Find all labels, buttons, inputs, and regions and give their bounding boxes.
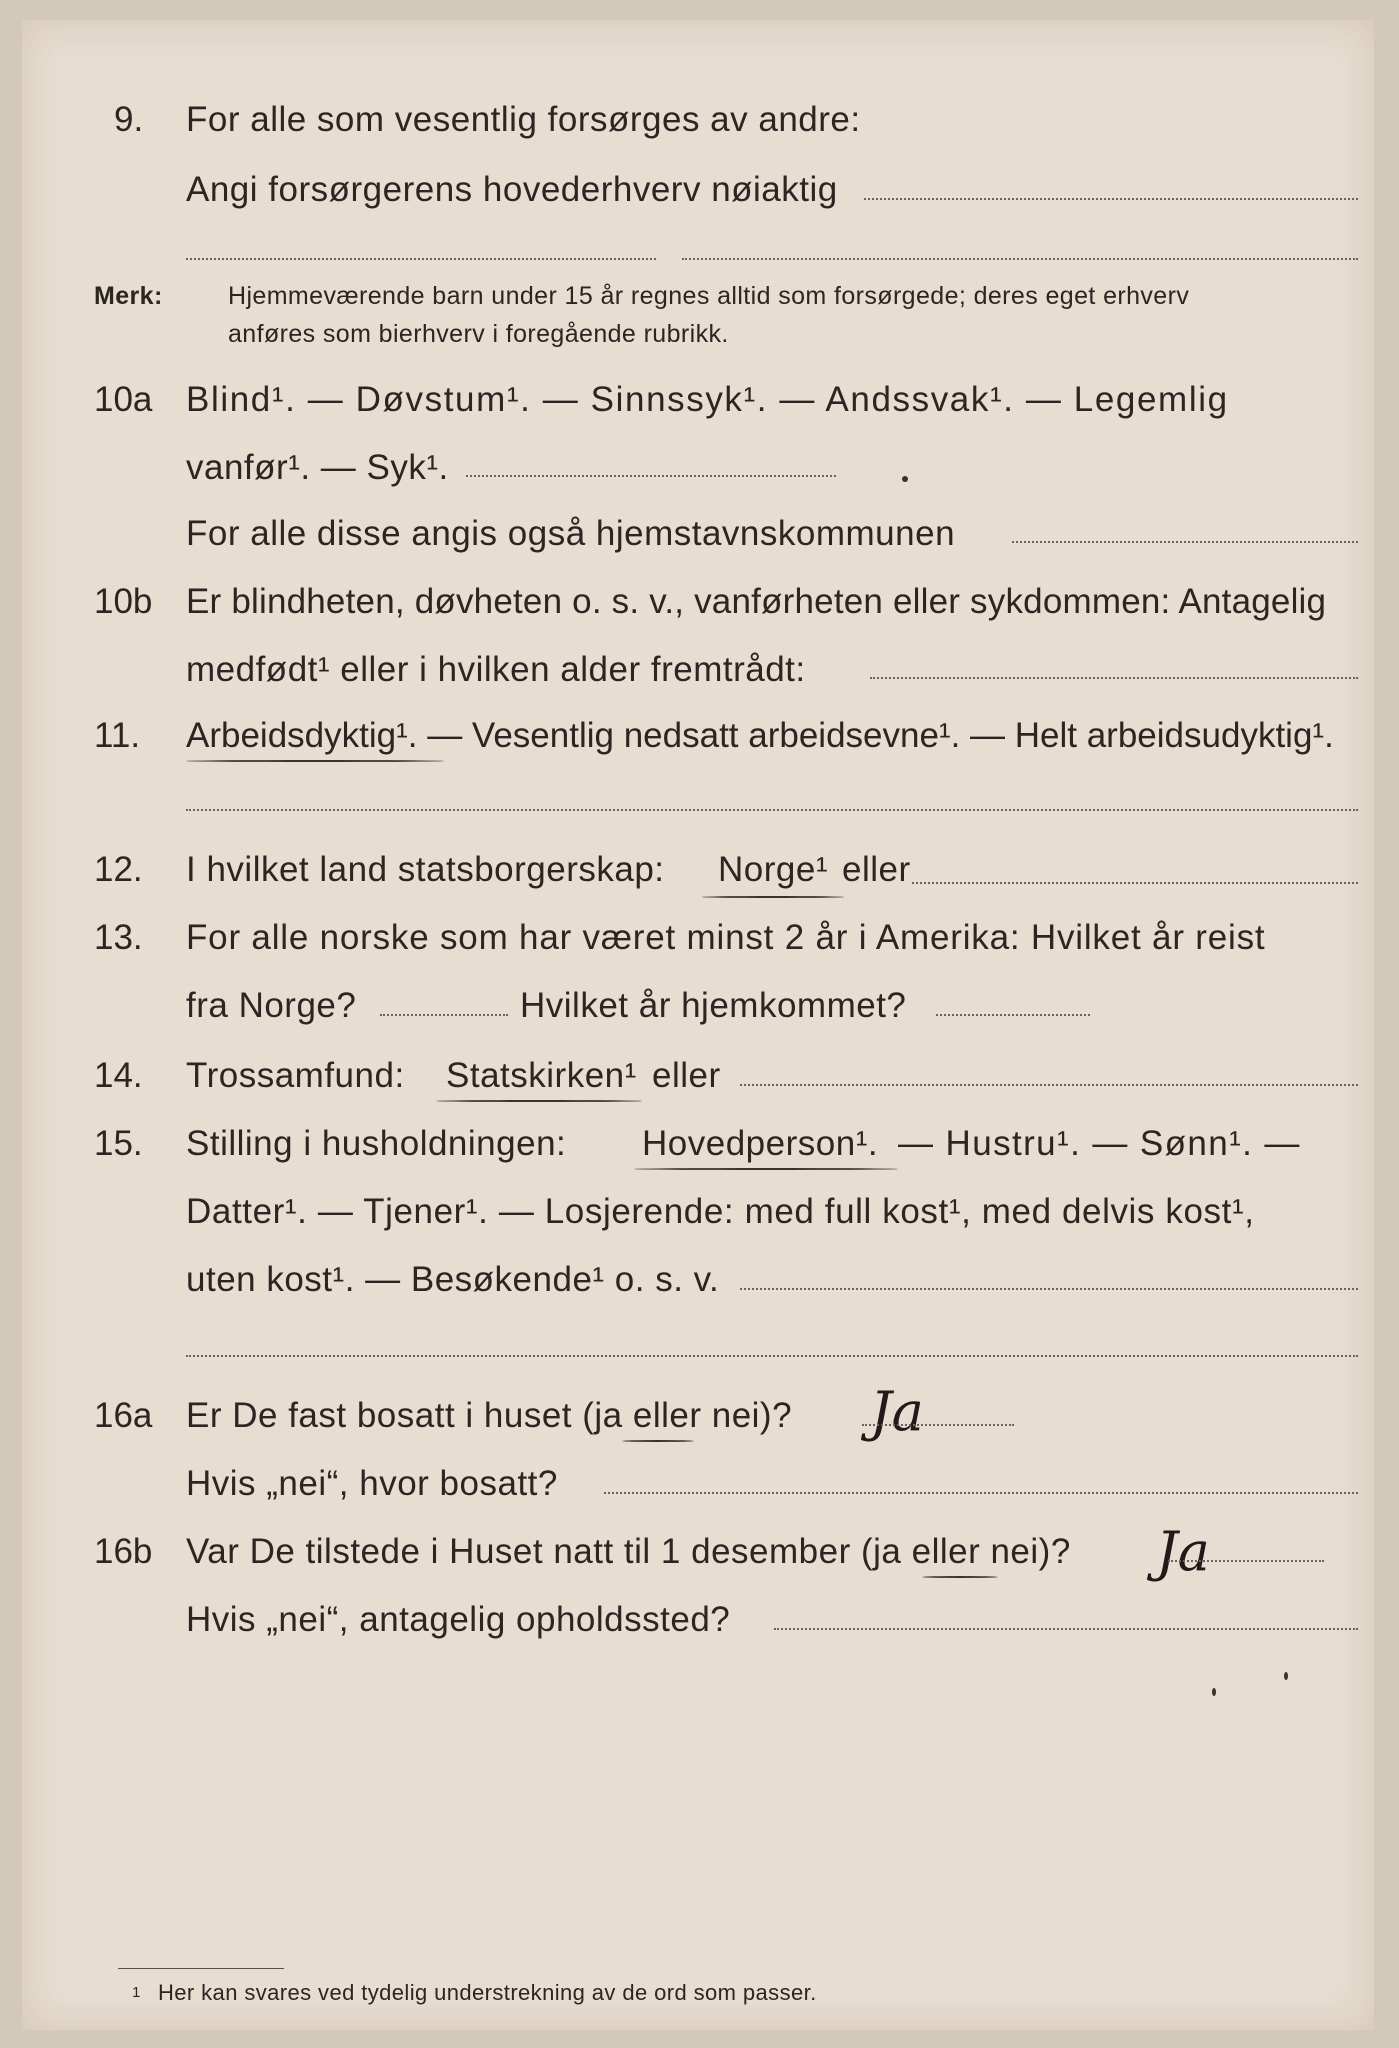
q10a-number: 10a [94, 380, 153, 419]
q9-answer-field-2[interactable] [186, 258, 656, 260]
q11-number: 11. [94, 716, 141, 755]
q16a-handwritten-answer: Ja [870, 1380, 924, 1443]
q9-line2: Angi forsørgerens hovederhverv nøiaktig [186, 170, 838, 209]
census-form-page [22, 20, 1374, 2030]
merk-line1: Hjemmeværende barn under 15 år regnes alltid som forsørgede; deres eget erhverv [228, 282, 1190, 310]
q14-prefix: Trossamfund: [186, 1056, 405, 1095]
q15-prefix: Stilling i husholdningen: [186, 1124, 567, 1163]
q10a-line2: vanfør¹. — Syk¹. [186, 448, 449, 487]
q12-prefix: I hvilket land statsborgerskap: [186, 850, 665, 889]
q16b-opholdssted-field[interactable] [774, 1628, 1358, 1630]
q11-answer-field[interactable] [186, 809, 1358, 811]
q16b-line1: Var De tilstede i Huset natt til 1 desember (ja eller nei)? [186, 1532, 1071, 1571]
q15-underline-mark [634, 1168, 898, 1170]
q14-answer-field[interactable] [740, 1084, 1358, 1086]
q12-number: 12. [94, 850, 143, 889]
q15-line3: uten kost¹. — Besøkende¹ o. s. v. [186, 1260, 720, 1299]
q11-underline-mark [186, 760, 444, 762]
q16a-answer-field[interactable] [862, 1424, 1014, 1426]
q16a-underline-mark [622, 1440, 694, 1442]
merk-line2: anføres som bierhverv i foregående rubrikk. [228, 320, 729, 348]
q16b-line2: Hvis „nei“, antagelig opholdssted? [186, 1600, 731, 1639]
q15-answer-field[interactable] [740, 1288, 1358, 1290]
q16a-line1: Er De fast bosatt i huset (ja eller nei)? [186, 1396, 793, 1435]
q12-option-norge: Norge¹ [718, 850, 828, 889]
q12-suffix: eller [842, 850, 911, 889]
footnote-rule [118, 1968, 284, 1969]
q16a-number: 16a [94, 1396, 153, 1435]
q10a-answer-field[interactable] [466, 475, 836, 477]
q10a-line3: For alle disse angis også hjemstavnskommunen [186, 514, 956, 553]
q12-answer-field[interactable] [912, 882, 1358, 884]
q11-options: Arbeidsdyktig¹. — Vesentlig nedsatt arbeidsevne¹. — Helt arbeidsudyktig¹. [186, 716, 1334, 755]
q9-answer-field[interactable] [864, 198, 1358, 200]
q13-line2b: Hvilket år hjemkommet? [520, 986, 907, 1025]
q15-number: 15. [94, 1124, 143, 1163]
q10b-number: 10b [94, 582, 153, 621]
q16a-line2: Hvis „nei“, hvor bosatt? [186, 1464, 558, 1503]
q10b-line2: medfødt¹ eller i hvilken alder fremtrådt: [186, 650, 806, 689]
q9-line1: For alle som vesentlig forsørges av andre: [186, 100, 861, 139]
q9-number: 9. [114, 100, 144, 139]
q10a-line1: Blind¹. — Døvstum¹. — Sinnssyk¹. — Andssvak¹. — Legemlig [186, 380, 1229, 419]
q13-hjemkommet-field[interactable] [936, 1014, 1090, 1016]
q16b-handwritten-answer: Ja [1156, 1520, 1210, 1583]
q14-underline-mark [436, 1100, 642, 1102]
footnote-marker: 1 [132, 1984, 141, 2001]
q13-line1: For alle norske som har været minst 2 år i Amerika: Hvilket år reist [186, 918, 1266, 957]
q15-rest1: — Hustru¹. — Sønn¹. — [898, 1124, 1301, 1163]
ink-speck [1284, 1672, 1288, 1680]
q14-option-statskirken: Statskirken¹ [446, 1056, 637, 1095]
ink-speck [902, 476, 908, 482]
q13-reist-field[interactable] [380, 1014, 508, 1016]
q13-line2a: fra Norge? [186, 986, 357, 1025]
q15-line2: Datter¹. — Tjener¹. — Losjerende: med full kost¹, med delvis kost¹, [186, 1192, 1255, 1231]
q13-number: 13. [94, 918, 143, 957]
q16b-answer-field[interactable] [1168, 1560, 1324, 1562]
q16a-bosatt-field[interactable] [604, 1492, 1358, 1494]
q15-answer-field-2[interactable] [186, 1355, 1358, 1357]
q14-suffix: eller [652, 1056, 721, 1095]
ink-speck [1212, 1688, 1216, 1696]
merk-label: Merk: [94, 282, 163, 310]
q10b-answer-field[interactable] [870, 677, 1358, 679]
footnote-text: Her kan svares ved tydelig understrekning av de ord som passer. [158, 1980, 817, 2005]
q10b-line1: Er blindheten, døvheten o. s. v., vanførheten eller sykdommen: Antagelig [186, 582, 1327, 621]
q16b-number: 16b [94, 1532, 153, 1571]
q12-underline-mark [702, 896, 844, 898]
q16b-underline-mark [922, 1576, 998, 1578]
q14-number: 14. [94, 1056, 143, 1095]
q9-answer-field-3[interactable] [682, 258, 1358, 260]
q10a-hjemstavn-field[interactable] [1012, 541, 1358, 543]
q15-option-hovedperson: Hovedperson¹. [642, 1124, 879, 1163]
